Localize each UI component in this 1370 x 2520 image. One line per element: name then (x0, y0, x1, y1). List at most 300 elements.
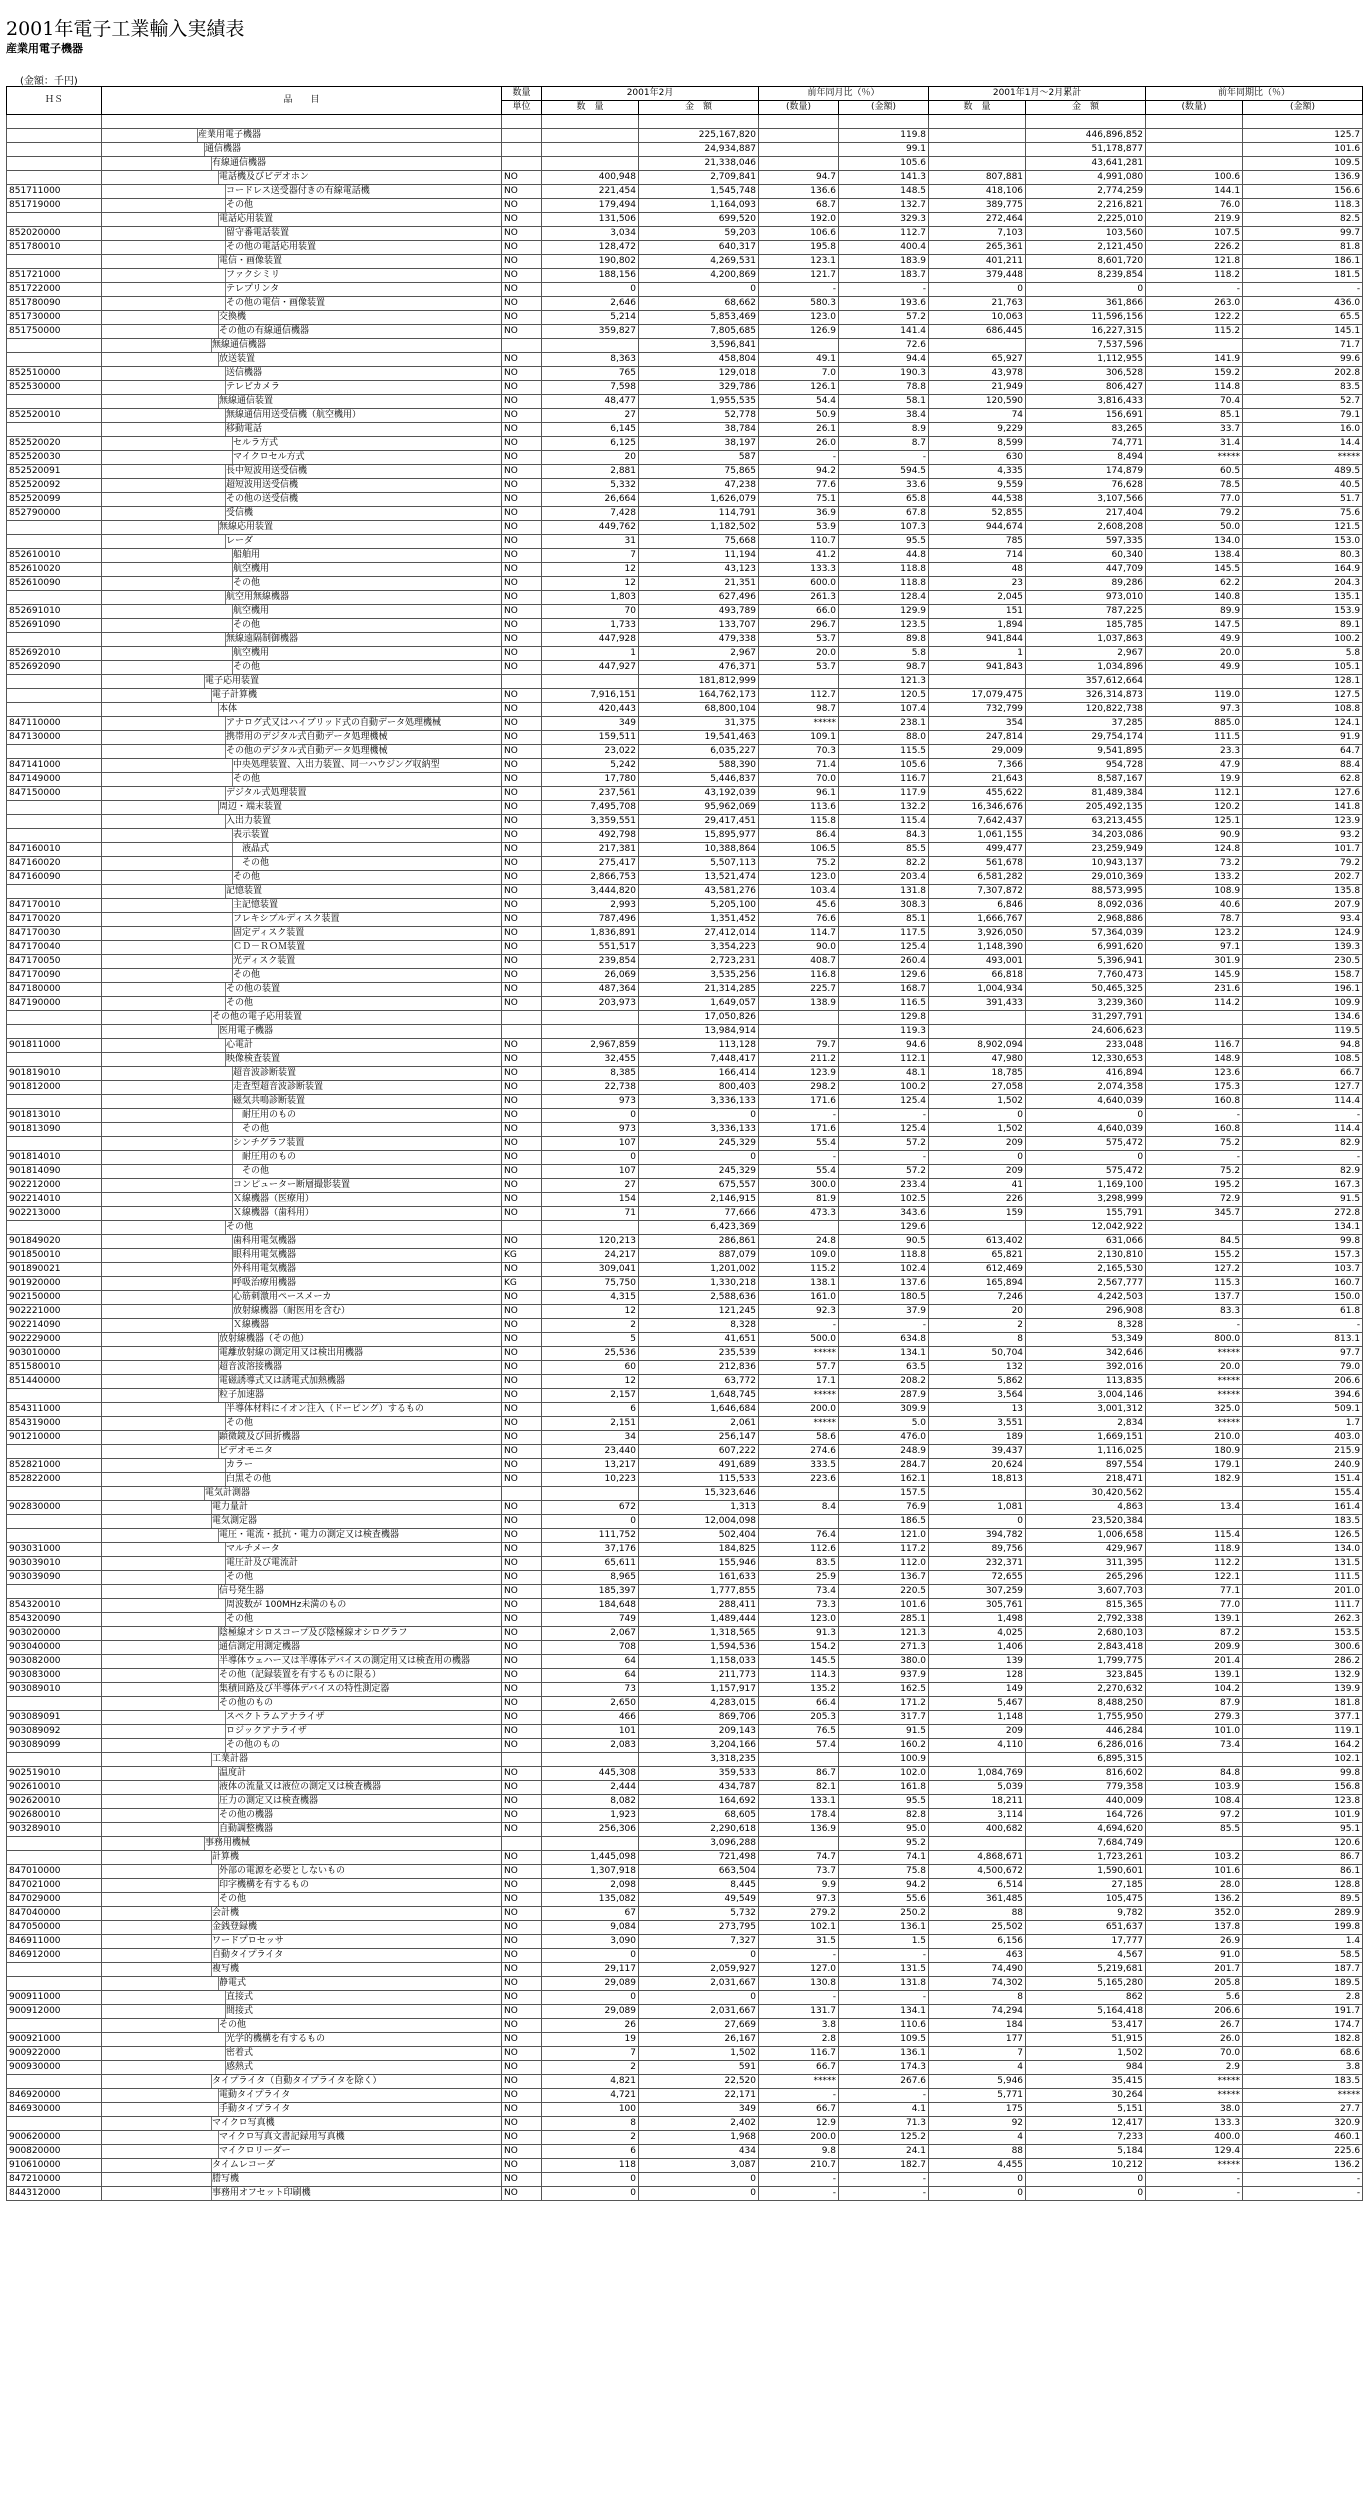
cum-amt: 29,754,174 (1026, 731, 1146, 745)
cum-amt: 575,472 (1026, 1137, 1146, 1151)
item-label: テレプリンタ (225, 283, 501, 296)
month-amt: 52,778 (639, 409, 759, 423)
item-label: その他 (225, 1221, 501, 1234)
item-label: 電話機及びビデオホン (218, 171, 501, 184)
header-cum-qty: 数 量 (929, 101, 1026, 115)
yoycum-qty: - (1146, 1109, 1243, 1123)
hs-cell (7, 1389, 102, 1403)
hs-cell: 900921000 (7, 2033, 102, 2047)
cum-qty: 10,063 (929, 311, 1026, 325)
yoycum-qty: 121.8 (1146, 255, 1243, 269)
hs-cell: 902212000 (7, 1179, 102, 1193)
cum-qty: 613,402 (929, 1235, 1026, 1249)
hs-cell (7, 1221, 102, 1235)
yoy-amt: 309.9 (839, 1403, 929, 1417)
hs-cell (7, 829, 102, 843)
cum-amt: 0 (1026, 2187, 1146, 2201)
unit-cell: NO (502, 1529, 542, 1543)
yoy-amt: 937.9 (839, 1669, 929, 1683)
hs-cell: 846930000 (7, 2103, 102, 2117)
month-qty: 107 (542, 1165, 639, 1179)
table-row (7, 857, 1363, 871)
cum-qty: 4,335 (929, 465, 1026, 479)
month-qty: 9,084 (542, 1921, 639, 1935)
table-row (7, 717, 1363, 731)
yoy-qty: 109.0 (759, 1249, 839, 1263)
yoycum-qty (1146, 143, 1243, 157)
cum-qty: 74,302 (929, 1977, 1026, 1991)
yoycum-qty: 107.5 (1146, 227, 1243, 241)
hs-cell: 851711000 (7, 185, 102, 199)
hs-cell: 901849020 (7, 1235, 102, 1249)
item-label: 半導体ウェハー又は半導体デバイスの測定用又は検査用の機器 (218, 1655, 501, 1668)
cum-amt: 2,216,821 (1026, 199, 1146, 213)
unit-cell: NO (502, 2005, 542, 2019)
cum-amt: 155,791 (1026, 1207, 1146, 1221)
yoy-qty: 106.5 (759, 843, 839, 857)
yoycum-qty: 118.9 (1146, 1543, 1243, 1557)
table-row (7, 1711, 1363, 1725)
header-unit-bottom: 単位 (502, 101, 542, 115)
yoy-qty: ***** (759, 1417, 839, 1431)
hs-cell (7, 885, 102, 899)
month-qty: 70 (542, 605, 639, 619)
cum-amt: 53,349 (1026, 1333, 1146, 1347)
unit-cell (502, 1011, 542, 1025)
table-row (7, 1893, 1363, 1907)
table-row (7, 1025, 1363, 1039)
table-row (7, 1655, 1363, 1669)
yoycum-qty: 115.4 (1146, 1529, 1243, 1543)
yoycum-amt: - (1243, 1151, 1363, 1165)
cum-amt: 37,285 (1026, 717, 1146, 731)
unit-cell: NO (502, 1263, 542, 1277)
yoycum-amt: - (1243, 1109, 1363, 1123)
yoy-qty: - (759, 1991, 839, 2005)
month-amt: 6,035,227 (639, 745, 759, 759)
item-label: 自動調整機器 (218, 1823, 501, 1836)
hs-cell: 851730000 (7, 311, 102, 325)
yoycum-qty: 123.6 (1146, 1067, 1243, 1081)
unit-cell: NO (502, 647, 542, 661)
hs-cell: 903082000 (7, 1655, 102, 1669)
cum-amt: 3,239,360 (1026, 997, 1146, 1011)
item-name (102, 1599, 502, 1613)
month-qty: 2,881 (542, 465, 639, 479)
table-row (7, 1375, 1363, 1389)
hs-cell: 901890021 (7, 1263, 102, 1277)
header-yoy: 前年同月比（％） (759, 87, 929, 101)
yoy-qty: 133.1 (759, 1795, 839, 1809)
yoycum-qty: 122.2 (1146, 311, 1243, 325)
yoycum-amt: 153.5 (1243, 1627, 1363, 1641)
month-amt: 235,539 (639, 1347, 759, 1361)
month-qty: 190,802 (542, 255, 639, 269)
yoycum-amt: 127.6 (1243, 787, 1363, 801)
item-label: 無線遠隔制御機器 (225, 633, 501, 646)
hs-cell: 852020000 (7, 227, 102, 241)
cum-amt: 651,637 (1026, 1921, 1146, 1935)
item-name (102, 1753, 502, 1767)
item-name (102, 1207, 502, 1221)
header-yoycum-amt: (金額) (1243, 101, 1363, 115)
month-qty: 6,145 (542, 423, 639, 437)
cum-qty: 13 (929, 1403, 1026, 1417)
item-label: 受信機 (225, 507, 501, 520)
item-label: 船舶用 (232, 549, 501, 562)
month-amt: 41,651 (639, 1333, 759, 1347)
item-name (102, 773, 502, 787)
yoycum-qty: 100.6 (1146, 171, 1243, 185)
month-amt: 1,502 (639, 2047, 759, 2061)
item-label: 表示装置 (232, 829, 501, 842)
unit-cell: NO (502, 507, 542, 521)
item-label: その他 (232, 969, 501, 982)
unit-cell: NO (502, 1739, 542, 1753)
cum-amt: 2,774,259 (1026, 185, 1146, 199)
month-qty: 0 (542, 1109, 639, 1123)
hs-cell (7, 1529, 102, 1543)
cum-amt: 12,417 (1026, 2117, 1146, 2131)
yoy-amt: 95.5 (839, 535, 929, 549)
yoycum-qty: - (1146, 1319, 1243, 1333)
cum-amt: 17,777 (1026, 1935, 1146, 1949)
hs-cell: 846920000 (7, 2089, 102, 2103)
yoy-qty: 274.6 (759, 1445, 839, 1459)
item-label: その他 (232, 1123, 501, 1136)
yoy-amt: 107.3 (839, 521, 929, 535)
yoy-qty: 9.8 (759, 2145, 839, 2159)
table-row (7, 801, 1363, 815)
yoy-amt: 115.4 (839, 815, 929, 829)
table-row (7, 969, 1363, 983)
yoycum-amt: 99.8 (1243, 1235, 1363, 1249)
unit-note: (金額：千円) (20, 76, 78, 87)
yoycum-amt: 75.6 (1243, 507, 1363, 521)
cum-amt: 6,286,016 (1026, 1739, 1146, 1753)
cum-amt: 74,771 (1026, 437, 1146, 451)
table-row (7, 311, 1363, 325)
item-name (102, 1781, 502, 1795)
cum-amt: 446,284 (1026, 1725, 1146, 1739)
hs-cell (7, 2075, 102, 2089)
hs-cell: 852692010 (7, 647, 102, 661)
table-row (7, 1165, 1363, 1179)
table-row (7, 871, 1363, 885)
yoycum-amt: 1.4 (1243, 1935, 1363, 1949)
yoycum-qty: 137.7 (1146, 1291, 1243, 1305)
cum-amt: 53,417 (1026, 2019, 1146, 2033)
item-label: その他 (225, 1571, 501, 1584)
item-name (102, 2159, 502, 2173)
table-row (7, 1879, 1363, 1893)
yoy-qty (759, 129, 839, 143)
cum-qty: 630 (929, 451, 1026, 465)
yoy-qty: ***** (759, 717, 839, 731)
hs-cell: 844312000 (7, 2187, 102, 2201)
item-label: その他の電話応用装置 (225, 241, 501, 254)
unit-cell: NO (502, 283, 542, 297)
month-qty: 10,223 (542, 1473, 639, 1487)
yoy-amt: 102.0 (839, 1767, 929, 1781)
month-amt: 476,371 (639, 661, 759, 675)
hs-cell (7, 1137, 102, 1151)
item-name (102, 1389, 502, 1403)
cum-qty: 88 (929, 2145, 1026, 2159)
cum-amt: 815,365 (1026, 1599, 1146, 1613)
yoy-amt: 148.5 (839, 185, 929, 199)
yoycum-amt: 81.8 (1243, 241, 1363, 255)
yoycum-amt: 121.5 (1243, 521, 1363, 535)
item-name (102, 129, 502, 143)
month-amt: 1,649,057 (639, 997, 759, 1011)
yoycum-qty: ***** (1146, 1347, 1243, 1361)
month-amt: 2,967 (639, 647, 759, 661)
table-row (7, 353, 1363, 367)
item-name (102, 1739, 502, 1753)
yoycum-amt: 99.8 (1243, 1767, 1363, 1781)
unit-cell: NO (502, 1781, 542, 1795)
yoycum-amt: 51.7 (1243, 493, 1363, 507)
cum-amt: 429,967 (1026, 1543, 1146, 1557)
header-unit-top: 数量 (502, 87, 542, 101)
yoycum-qty: 89.9 (1146, 605, 1243, 619)
yoycum-qty: 138.4 (1146, 549, 1243, 563)
cum-qty: 8,599 (929, 437, 1026, 451)
unit-cell: NO (502, 1557, 542, 1571)
table-row (7, 297, 1363, 311)
cum-amt: 8,328 (1026, 1319, 1146, 1333)
item-label: その他 (225, 199, 501, 212)
yoy-amt: 174.3 (839, 2061, 929, 2075)
unit-cell: NO (502, 899, 542, 913)
yoycum-amt: 183.5 (1243, 2075, 1363, 2089)
yoy-amt: - (839, 1949, 929, 1963)
hs-cell: 902213000 (7, 1207, 102, 1221)
item-label: 自動タイプライタ (211, 1949, 501, 1962)
yoy-amt: 105.6 (839, 759, 929, 773)
item-name (102, 927, 502, 941)
yoy-qty: 91.3 (759, 1627, 839, 1641)
hs-cell: 902221000 (7, 1305, 102, 1319)
cum-amt: 296,908 (1026, 1305, 1146, 1319)
cum-qty: 6,846 (929, 899, 1026, 913)
hs-cell (7, 1585, 102, 1599)
yoy-amt: 48.1 (839, 1067, 929, 1081)
unit-cell: NO (502, 1683, 542, 1697)
hs-cell (7, 1851, 102, 1865)
yoycum-amt: 174.7 (1243, 2019, 1363, 2033)
cum-qty: 16,346,676 (929, 801, 1026, 815)
yoy-amt: 84.3 (839, 829, 929, 843)
month-amt: 2,402 (639, 2117, 759, 2131)
month-qty: 7,495,708 (542, 801, 639, 815)
yoy-qty: 145.5 (759, 1655, 839, 1669)
unit-cell: NO (502, 2103, 542, 2117)
month-amt: 588,390 (639, 759, 759, 773)
hs-cell: 852520092 (7, 479, 102, 493)
yoycum-qty (1146, 675, 1243, 689)
hs-cell (7, 1053, 102, 1067)
month-amt: 211,773 (639, 1669, 759, 1683)
item-name (102, 1067, 502, 1081)
table-row (7, 2047, 1363, 2061)
item-name (102, 913, 502, 927)
yoycum-amt: 153.0 (1243, 535, 1363, 549)
month-amt: 49,549 (639, 1893, 759, 1907)
yoy-amt: 94.4 (839, 353, 929, 367)
yoy-qty: 75.1 (759, 493, 839, 507)
table-row (7, 241, 1363, 255)
unit-cell: NO (502, 745, 542, 759)
yoy-qty: 12.9 (759, 2117, 839, 2131)
yoy-amt: 136.1 (839, 1921, 929, 1935)
cum-amt: 8,488,250 (1026, 1697, 1146, 1711)
cum-amt: 2,968,886 (1026, 913, 1146, 927)
table-row (7, 339, 1363, 353)
table-row (7, 843, 1363, 857)
table-row (7, 143, 1363, 157)
table-row (7, 465, 1363, 479)
yoycum-amt: 240.9 (1243, 1459, 1363, 1473)
unit-cell: NO (502, 927, 542, 941)
yoycum-qty: 85.5 (1146, 1823, 1243, 1837)
month-qty: 4,821 (542, 2075, 639, 2089)
month-amt: 1,158,033 (639, 1655, 759, 1669)
month-qty: 100 (542, 2103, 639, 2117)
cum-amt: 23,259,949 (1026, 843, 1146, 857)
item-name (102, 1011, 502, 1025)
item-label: 外科用電気機器 (232, 1263, 501, 1276)
item-name (102, 1487, 502, 1501)
item-name (102, 703, 502, 717)
yoycum-qty: 20.0 (1146, 1361, 1243, 1375)
yoycum-amt: 161.4 (1243, 1501, 1363, 1515)
yoy-amt: 162.1 (839, 1473, 929, 1487)
item-label: 航空用無線機器 (225, 591, 501, 604)
item-label: 入出力装置 (225, 815, 501, 828)
cum-amt: 8,239,854 (1026, 269, 1146, 283)
cum-amt: 973,010 (1026, 591, 1146, 605)
month-qty: 203,973 (542, 997, 639, 1011)
cum-qty: 463 (929, 1949, 1026, 1963)
yoy-amt: 233.4 (839, 1179, 929, 1193)
hs-cell: 847170040 (7, 941, 102, 955)
unit-cell: NO (502, 1613, 542, 1627)
month-qty: 24,217 (542, 1249, 639, 1263)
month-qty: 131,506 (542, 213, 639, 227)
item-name (102, 563, 502, 577)
month-qty: 3,359,551 (542, 815, 639, 829)
month-amt: 3,535,256 (639, 969, 759, 983)
unit-cell: NO (502, 1725, 542, 1739)
cum-amt: 9,782 (1026, 1907, 1146, 1921)
yoycum-qty (1146, 339, 1243, 353)
yoy-qty: 103.4 (759, 885, 839, 899)
yoycum-qty: 70.4 (1146, 395, 1243, 409)
item-label: 顕微鏡及び回折機器 (218, 1431, 501, 1444)
table-row (7, 647, 1363, 661)
yoycum-amt: 82.9 (1243, 1137, 1363, 1151)
item-name (102, 1767, 502, 1781)
yoy-qty: 102.1 (759, 1921, 839, 1935)
yoy-amt: 94.6 (839, 1039, 929, 1053)
yoy-amt: 183.9 (839, 255, 929, 269)
item-label: 手動タイプライタ (218, 2103, 501, 2116)
table-row (7, 1795, 1363, 1809)
month-qty: 7 (542, 2047, 639, 2061)
item-label: 留守番電話装置 (225, 227, 501, 240)
month-amt: 115,533 (639, 1473, 759, 1487)
yoycum-qty: 144.1 (1146, 185, 1243, 199)
month-amt: 8,445 (639, 1879, 759, 1893)
yoycum-qty: 26.7 (1146, 2019, 1243, 2033)
unit-cell: NO (502, 1361, 542, 1375)
month-qty (542, 675, 639, 689)
month-qty: 27 (542, 409, 639, 423)
hs-cell: 847130000 (7, 731, 102, 745)
header-cum-amt: 金 額 (1026, 101, 1146, 115)
cum-qty: 3,926,050 (929, 927, 1026, 941)
cum-qty: 1 (929, 647, 1026, 661)
month-qty: 0 (542, 2187, 639, 2201)
cum-qty: 5,862 (929, 1375, 1026, 1389)
yoycum-amt: 215.9 (1243, 1445, 1363, 1459)
cum-qty: 226 (929, 1193, 1026, 1207)
unit-cell: NO (502, 2089, 542, 2103)
cum-amt: 233,048 (1026, 1039, 1146, 1053)
yoycum-qty: 79.2 (1146, 507, 1243, 521)
unit-cell: NO (502, 227, 542, 241)
table-row (7, 451, 1363, 465)
yoy-amt: 74.1 (839, 1851, 929, 1865)
item-name (102, 1179, 502, 1193)
cum-amt: 4,640,039 (1026, 1123, 1146, 1137)
hs-cell (7, 1011, 102, 1025)
cum-qty: 455,622 (929, 787, 1026, 801)
yoycum-qty: ***** (1146, 1389, 1243, 1403)
item-name (102, 185, 502, 199)
table-row (7, 759, 1363, 773)
item-name (102, 843, 502, 857)
item-name (102, 829, 502, 843)
yoycum-amt: 141.8 (1243, 801, 1363, 815)
month-amt: 675,557 (639, 1179, 759, 1193)
yoycum-amt: 199.8 (1243, 1921, 1363, 1935)
item-name (102, 2145, 502, 2159)
item-name (102, 143, 502, 157)
cum-amt: 23,520,384 (1026, 1515, 1146, 1529)
yoy-qty: - (759, 2187, 839, 2201)
item-label: シンチグラフ装置 (232, 1137, 501, 1150)
yoycum-amt: 156.8 (1243, 1781, 1363, 1795)
yoycum-amt: 101.9 (1243, 1809, 1363, 1823)
month-qty (542, 1753, 639, 1767)
table-row (7, 437, 1363, 451)
month-amt: 663,504 (639, 1865, 759, 1879)
item-name (102, 255, 502, 269)
table-row (7, 1627, 1363, 1641)
yoycum-qty: 139.1 (1146, 1669, 1243, 1683)
yoycum-qty: 123.2 (1146, 927, 1243, 941)
table-row (7, 941, 1363, 955)
hs-cell: 854319000 (7, 1417, 102, 1431)
yoy-qty: - (759, 451, 839, 465)
unit-cell: NO (502, 1669, 542, 1683)
cum-qty: 1,498 (929, 1613, 1026, 1627)
yoy-qty: 116.8 (759, 969, 839, 983)
hs-cell: 903089092 (7, 1725, 102, 1739)
